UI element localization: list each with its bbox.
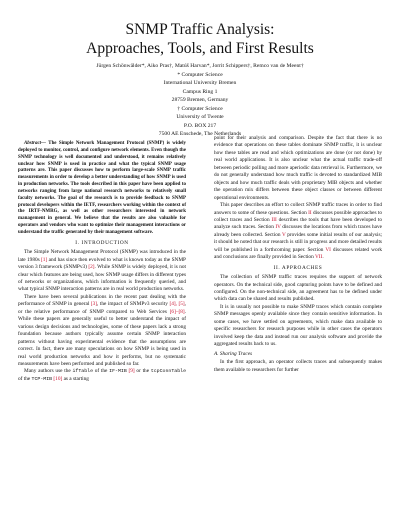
affiliation-line: P.O. BOX 217 [183, 122, 217, 129]
code-identifier: IF-MIB [109, 369, 127, 375]
text-run: and has since then evolved to what is known today as the SNMP version 3 framework (SNMPv3) [18, 256, 186, 271]
text-run: . [322, 254, 324, 261]
section-link[interactable]: II [308, 209, 312, 216]
citation-link[interactable]: [3] [90, 301, 98, 308]
text-run: . While SNMP is widely deployed, it is not clear which features are being used, how SNMP usage differs in different types of networks or organizations, which information is frequently queried, and what typical SNMP interaction patterns are in real world production networks. [18, 264, 186, 293]
left-column [18, 141, 186, 383]
abstract-text: The Simple Network Management Protocol (SNMP) is widely deployed to monitor, control, and configure network elements. Even though the SNMP technology is well documented and understood, it remains relatively unclear how SNMP is used in practice and what the typical SNMP usage patterns are. This paper discusses how to perform large-scale SNMP traffic measurements in order to develop a better understanding of how SNMP is used in production networks. The tools described in this paper have been applied to networks ranging from large national research networks to relatively small faculty networks. The goal of the research is to provide feedback to SNMP protocol developers within the IETF, researchers working within the context of the IRTF-NMRG, as well as other researchers interested in network management in general. We believe that the results are also valuable for operators and vendors who want to optimize their management interactions or understand the traffic generated by their management software. [18, 141, 186, 235]
section-link[interactable]: V [281, 231, 286, 238]
intro-paragraph-1 [18, 249, 186, 294]
abstract [18, 141, 186, 237]
right-column [214, 135, 382, 374]
approaches-paragraph-1: The collection of SNMP traffic traces requires the support of network operators. On the technical side, good capturing points have to be defined and configured. On the non-technical side, an agreement has to be defined under which data can be shared and results published. [214, 274, 382, 303]
section-link[interactable]: IV [275, 224, 281, 231]
affiliation-line: 7500 AE Enschede, The Netherlands [158, 131, 242, 137]
author-block [0, 62, 400, 139]
citation-link[interactable]: [6]–[8] [169, 308, 185, 315]
intro-paragraph-continued: point for their analysis and comparison. Despite the fact that there is no evidence that operations on these tables dominate SNMP traffic, it is unclear how these tables are read and which optimizations are done (or not done) by real world applications. It is also unclear what the actual traffic trade-off between periodic polling and more aperiodic data retrieval is. Furthermore, we do not generally understand how much traffic is devoted to standardized MIB objects and how much traffic deals with proprietary MIB objects and whether the operation mix differs between these object classes or between different operational environments. [214, 135, 382, 201]
text-run: , or the relative performance of SNMP compared to Web Services [18, 301, 186, 315]
author-list: Jürgen Schönwälder*, Aiko Pras†, Matúš Harvan*, Jorrit Schippers†, Remco van de Meent† [96, 63, 304, 69]
text-run: discusses the locations from which traces have already been collected. Section [214, 224, 383, 238]
citation-link[interactable]: [1] [41, 256, 48, 263]
text-run: as a starting [62, 375, 89, 382]
code-identifier: TCP-MIB [31, 376, 53, 382]
text-run: The Simple Network Management Protocol (SNMP) was introduced in the late 1980s [18, 249, 186, 263]
citation-link[interactable]: [4], [5] [169, 301, 185, 308]
approaches-paragraph-2: It is in usually not possible to make SNMP traces which contain complete SNMP messages openly available since they contain sensitive information. In some cases, we have settled on agreements, which make data available to specific researchers for research purposes while in other cases the operators involved keep the data and instead run our analysis software and provide the aggregated results back to us. [214, 303, 382, 348]
citation-link[interactable]: [2] [88, 264, 95, 271]
title-line-2: Approaches, Tools, and First Results [86, 40, 314, 57]
affiliation-line: * Computer Science [177, 71, 223, 78]
code-identifier: tcpConnTable [150, 369, 187, 375]
affiliation-line: Campus Ring 1 [182, 88, 218, 95]
text-run: of the [93, 368, 110, 375]
text-run: discusses possible approaches to collect traces and Section [214, 209, 383, 223]
text-run: discusses related work and conclusions are finally provided in Section [214, 246, 382, 261]
text-run: This paper describes an effort to collect SNMP traffic traces in order to find answers to some of these questions. Section [214, 202, 382, 216]
section-heading-introduction: I. INTRODUCTION [75, 239, 129, 246]
intro-paragraph-outline [214, 202, 382, 262]
text-run: . While these papers are generally useful to better understand the impact of various design decisions and technologies, some of these papers lack a strong foundation because authors typically assume certain SNMP interaction patterns without having experimental evidence that the assumptions are correct. In fact, there are many speculations on how SNMP is being used in real world production networks and how it performs, but no systematic measurements have been performed and published so far. [18, 308, 186, 368]
section-link[interactable]: VII [314, 254, 323, 261]
section-heading-approaches: II. APPROACHES [273, 264, 323, 271]
text-run: , the impact of SNMPv3 security [97, 301, 170, 308]
citation-link[interactable]: [9] [128, 368, 135, 375]
section-link[interactable]: III [271, 216, 277, 223]
text-run: There have been several publications in the recent past dealing with the performance of SNMP in general [18, 293, 186, 308]
text-run: describes the tools that have been developed to analyze such traces. Section [214, 216, 382, 231]
subsection-heading-sharing-traces: A. Sharing Traces [214, 350, 253, 357]
text-run: or the [134, 368, 151, 375]
text-run: provides some initial results of our analysis; it should be noted that our research is still in progress and more detailed results will be published in a forthcoming paper. Section [214, 231, 382, 253]
abstract-label: Abstract— [24, 141, 46, 146]
affiliation-line: International University Bremen [163, 80, 237, 86]
section-link[interactable]: VI [325, 246, 331, 253]
paper-title [0, 20, 400, 58]
affiliation-line: University of Twente [176, 114, 224, 120]
intro-paragraph-3 [18, 368, 186, 383]
code-identifier: ifTable [72, 369, 94, 375]
text-run: Many authors use the [24, 368, 73, 375]
text-run: of the [18, 375, 32, 382]
intro-paragraph-2 [18, 294, 186, 369]
affiliation-line: 28759 Bremen, Germany [171, 97, 229, 103]
affiliation-line: † Computer Science [177, 105, 223, 112]
sharing-traces-paragraph: In the first approach, an operator collects traces and subsequently makes them available to researchers for further [214, 359, 382, 373]
citation-link[interactable]: [10] [53, 375, 63, 382]
title-line-1: SNMP Traffic Analysis: [125, 21, 275, 38]
